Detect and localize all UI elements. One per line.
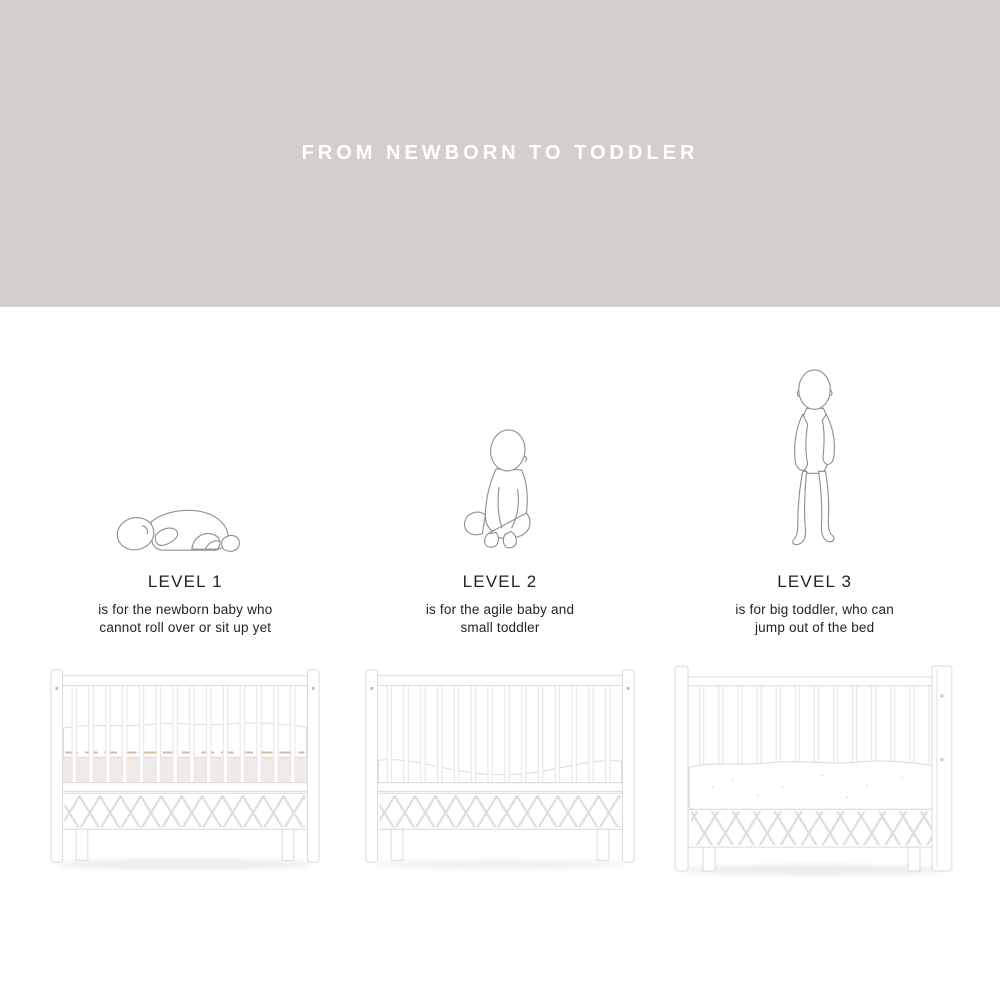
figure-box-level-2	[448, 360, 552, 556]
crib-mattress-low-image	[364, 664, 636, 873]
level-1-description-line-1: is for the newborn baby who	[98, 602, 273, 617]
level-column-3	[657, 307, 972, 883]
crib-level-2-illustration	[364, 664, 636, 878]
level-3-description	[735, 601, 894, 637]
crib-level-3-illustration	[673, 664, 957, 883]
crib-mattress-high-image	[49, 664, 321, 873]
newborn-baby-lying-icon	[112, 494, 258, 556]
level-2-heading: LEVEL 2	[462, 572, 538, 591]
level-2-description	[426, 601, 574, 637]
level-1-description-line-2: cannot roll over or sit up yet	[99, 620, 272, 635]
level-3-heading: LEVEL 3	[777, 572, 853, 591]
level-1-description	[98, 601, 272, 637]
level-2-description-line-1: is for the agile baby and	[425, 602, 575, 617]
levels-section	[0, 307, 1000, 883]
crib-level-1-illustration	[49, 664, 321, 878]
level-3-description-line-2: jump out of the bed	[754, 620, 875, 635]
header-band	[0, 0, 1000, 307]
level-column-1	[28, 307, 343, 883]
level-3-description-line-1: is for big toddler, who can	[735, 602, 894, 617]
standing-toddler-icon	[780, 367, 849, 556]
level-column-2	[343, 307, 658, 883]
crib-open-front-image	[673, 664, 957, 878]
level-1-heading: LEVEL 1	[147, 572, 223, 591]
figure-box-level-1	[112, 360, 258, 556]
page-title: FROM NEWBORN TO TODDLER	[301, 142, 699, 164]
figure-box-level-3	[780, 360, 849, 556]
sitting-baby-icon	[448, 425, 552, 556]
level-2-description-line-2: small toddler	[460, 620, 540, 635]
